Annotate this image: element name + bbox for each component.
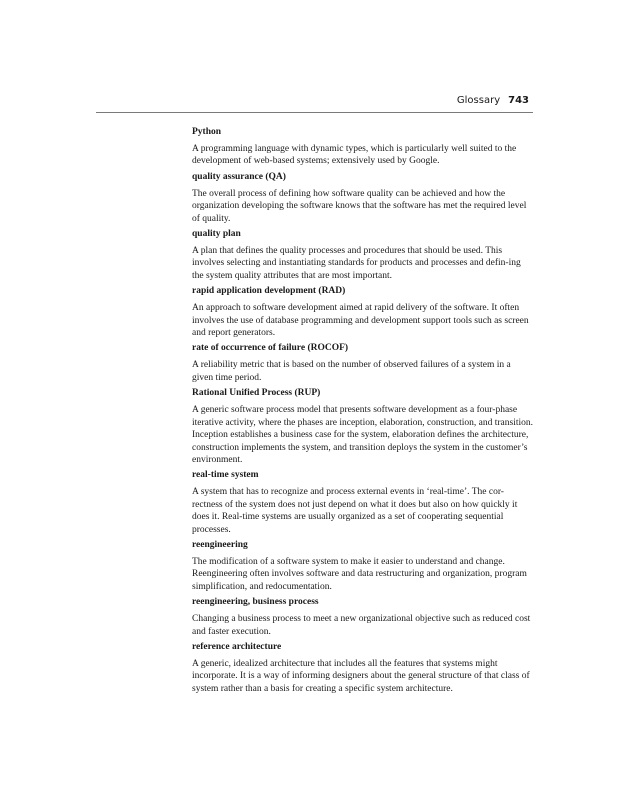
- glossary-entry-reference-architecture: [192, 641, 533, 695]
- glossary-definition: The modification of a software system to make it easier to understand and change. Reengineering often involves software and data restructuring and organization, program simplification, and redocumentation.: [192, 556, 527, 592]
- glossary-definition: A plan that defines the quality processes and procedures that should be used. This involves selecting and instantiating standards for products and processes and defin-ing the system quality attributes that are most important.: [192, 246, 521, 281]
- glossary-entry-business-process-reengineering: [192, 596, 533, 638]
- running-header: [96, 94, 533, 113]
- glossary-term: reengineering: [192, 539, 248, 550]
- glossary-entries: [192, 126, 533, 698]
- glossary-entry-real-time-system: [192, 469, 533, 536]
- glossary-definition: A generic software process model that presents software development as a four-phase iterative activity, where the phases are inception, elaboration, construction, and transition. Inception establishes a business case for the system, elaboration defines the architecture, construction implements the system, and transition deploys the system in the customer’s environment.: [192, 405, 534, 465]
- running-header-text: [457, 94, 529, 108]
- glossary-definition: A generic, idealized architecture that includes all the features that systems might incorporate. It is a way of informing designers about the general structure of that class of system rather than a basis for creating a specific system architecture.: [192, 658, 530, 694]
- glossary-term: rapid application development (RAD): [192, 286, 346, 297]
- glossary-term: real-time system: [192, 470, 259, 481]
- glossary-term: reference architecture: [192, 641, 282, 652]
- glossary-definition: A system that has to recognize and process external events in ‘real-time’. The cor-rectness of the system does not just depend on what it does but also on how quickly it does it. Real-time systems are usually organized as a set of cooperating sequential processes.: [192, 487, 518, 535]
- glossary-entry-python: [192, 126, 533, 168]
- glossary-term: quality assurance (QA): [192, 171, 286, 182]
- glossary-definition: An approach to software development aimed at rapid delivery of the software. It often involves the use of database programming and development support tools such as screen and report generators.: [192, 303, 529, 339]
- glossary-definition: A reliability metric that is based on the number of observed failures of a system in a given time period.: [192, 360, 511, 383]
- glossary-term: rate of occurrence of failure (ROCOF): [192, 343, 349, 354]
- glossary-entry-quality-plan: [192, 228, 533, 282]
- glossary-entry-quality-assurance: [192, 171, 533, 225]
- glossary-entry-rad: [192, 285, 533, 339]
- glossary-definition: The overall process of defining how software quality can be achieved and how the organization developing the software knows that the software has met the required level of quality.: [192, 188, 527, 224]
- page-number: 743: [508, 95, 529, 106]
- glossary-entry-rocof: [192, 342, 533, 384]
- glossary-term: Python: [192, 127, 222, 137]
- glossary-definition: Changing a business process to meet a new organizational objective such as reduced cost and faster execution.: [192, 614, 531, 637]
- section-title: Glossary: [456, 95, 501, 106]
- glossary-entry-reengineering: [192, 539, 533, 593]
- glossary-definition: A programming language with dynamic types, which is particularly well suited to the development of web-based systems; extensively used by Google.: [192, 144, 517, 167]
- glossary-term: Rational Unified Process (RUP): [192, 388, 321, 399]
- glossary-entry-rup: [192, 387, 533, 466]
- glossary-term: reengineering, business process: [192, 597, 319, 608]
- glossary-term: quality plan: [192, 229, 241, 240]
